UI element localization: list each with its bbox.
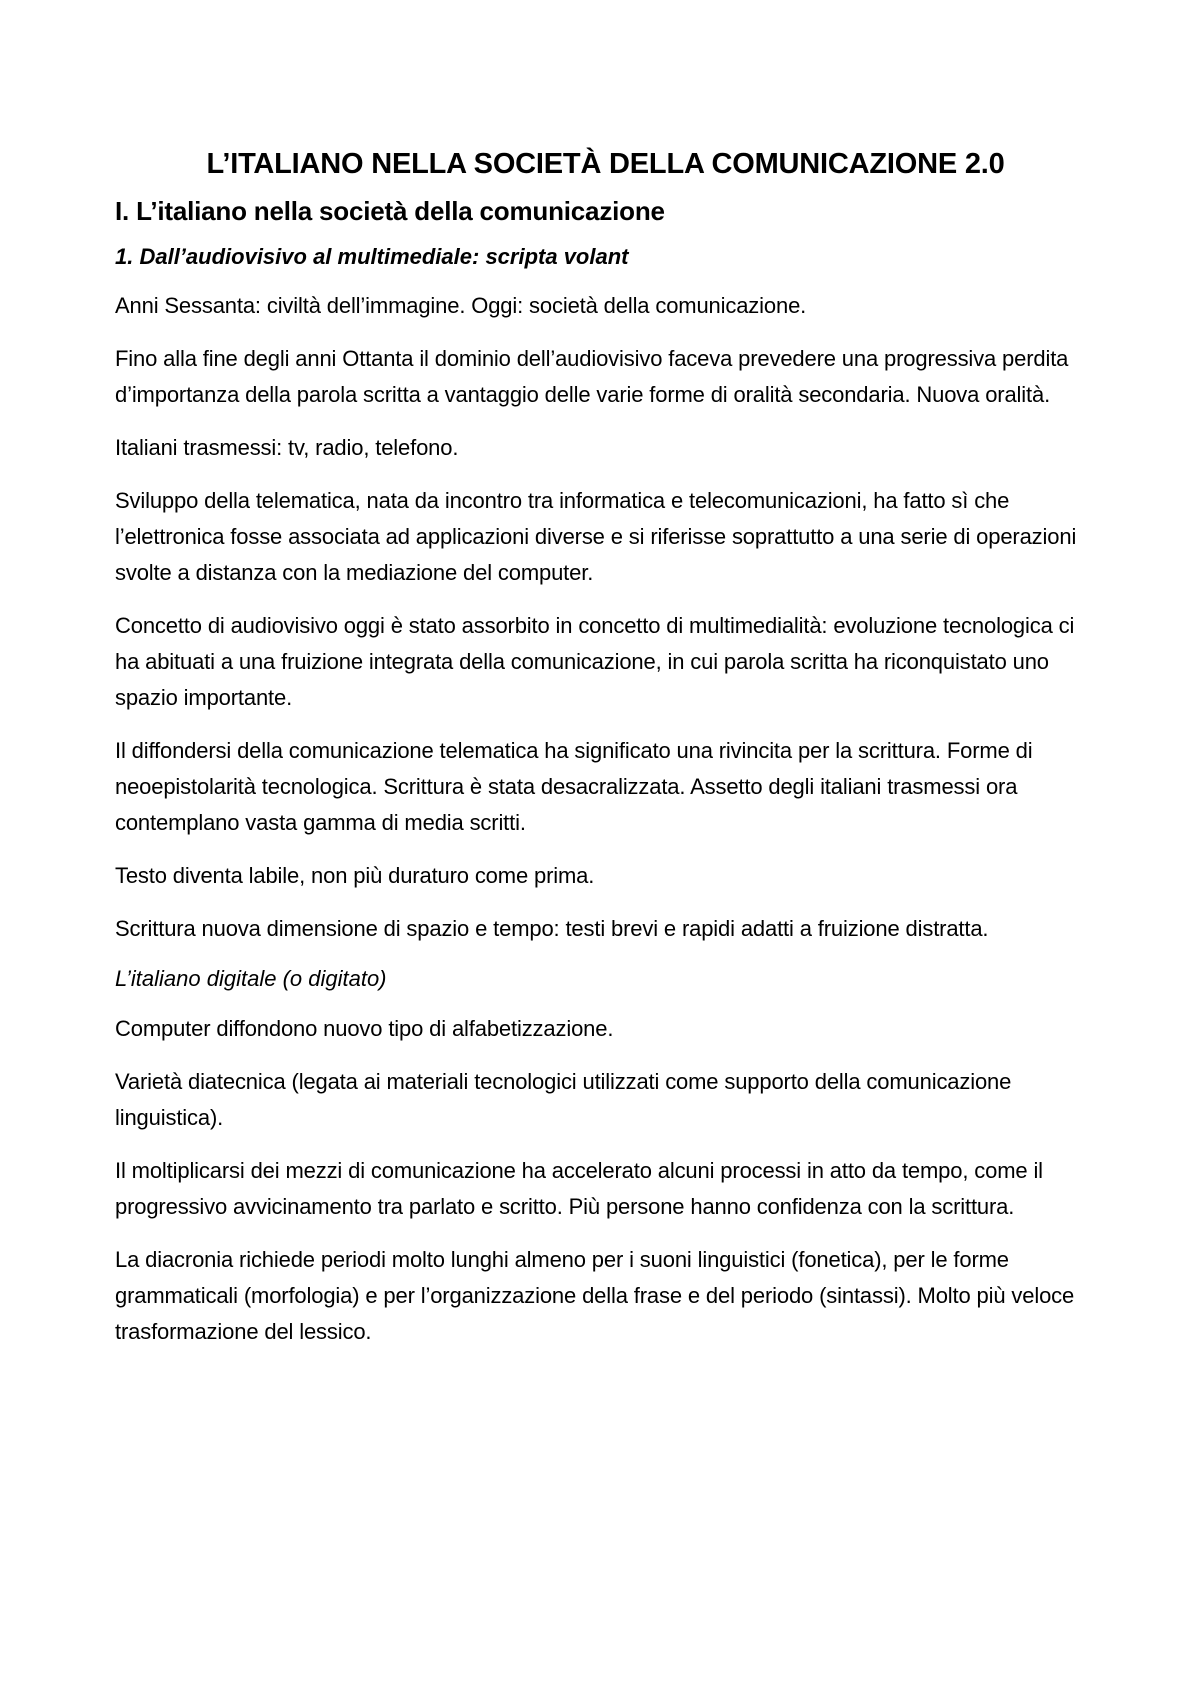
paragraph: Computer diffondono nuovo tipo di alfabetizzazione. (115, 1016, 614, 1041)
paragraph: Sviluppo della telematica, nata da incontro tra informatica e telecomunicazioni, ha fatto sì che l’elettronica fosse associata ad applicazioni diverse e si riferisse soprattutto a una serie di operazioni svolte a distanza con la mediazione del computer. (115, 488, 1077, 585)
subsection-heading: 1. Dall’audiovisivo al multimediale: scripta volant (115, 244, 629, 269)
paragraph: Fino alla fine degli anni Ottanta il dominio dell’audiovisivo faceva prevedere una progressiva perdita d’importanza della parola scritta a vantaggio delle varie forme di oralità secondaria. Nuova oralità. (115, 346, 1069, 407)
italic-heading: L’italiano digitale (o digitato) (115, 966, 387, 991)
paragraph: Italiani trasmessi: tv, radio, telefono. (115, 435, 459, 460)
paragraph: Varietà diatecnica (legata ai materiali tecnologici utilizzati come supporto della comunicazione linguistica). (115, 1069, 1012, 1130)
paragraph: La diacronia richiede periodi molto lunghi almeno per i suoni linguistici (fonetica), per le forme grammaticali (morfologia) e per l’organizzazione della frase e del periodo (sintassi). Molto più veloce trasformazione del lessico. (115, 1247, 1075, 1344)
paragraph: Concetto di audiovisivo oggi è stato assorbito in concetto di multimedialità: evoluzione tecnologica ci ha abituati a una fruizione integrata della comunicazione, in cui parola scritta ha riconquistato uno spazio importante. (115, 613, 1075, 710)
paragraph: Il diffondersi della comunicazione telematica ha significato una rivincita per la scrittura. Forme di neoepistolarità tecnologica. Scrittura è stata desacralizzata. Assetto degli italiani trasmessi ora contemplano vasta gamma di media scritti. (115, 738, 1033, 835)
paragraph: Anni Sessanta: civiltà dell’immagine. Oggi: società della comunicazione. (115, 293, 807, 318)
document-title: L’ITALIANO NELLA SOCIETÀ DELLA COMUNICAZIONE 2.0 (206, 148, 1005, 180)
paragraph: Scrittura nuova dimensione di spazio e tempo: testi brevi e rapidi adatti a fruizione distratta. (115, 916, 989, 941)
paragraph: Il moltiplicarsi dei mezzi di comunicazione ha accelerato alcuni processi in atto da tempo, come il progressivo avvicinamento tra parlato e scritto. Più persone hanno confidenza con la scrittura. (115, 1158, 1043, 1219)
paragraph: Testo diventa labile, non più duraturo come prima. (115, 863, 595, 888)
section-heading: I. L’italiano nella società della comunicazione (115, 196, 665, 226)
